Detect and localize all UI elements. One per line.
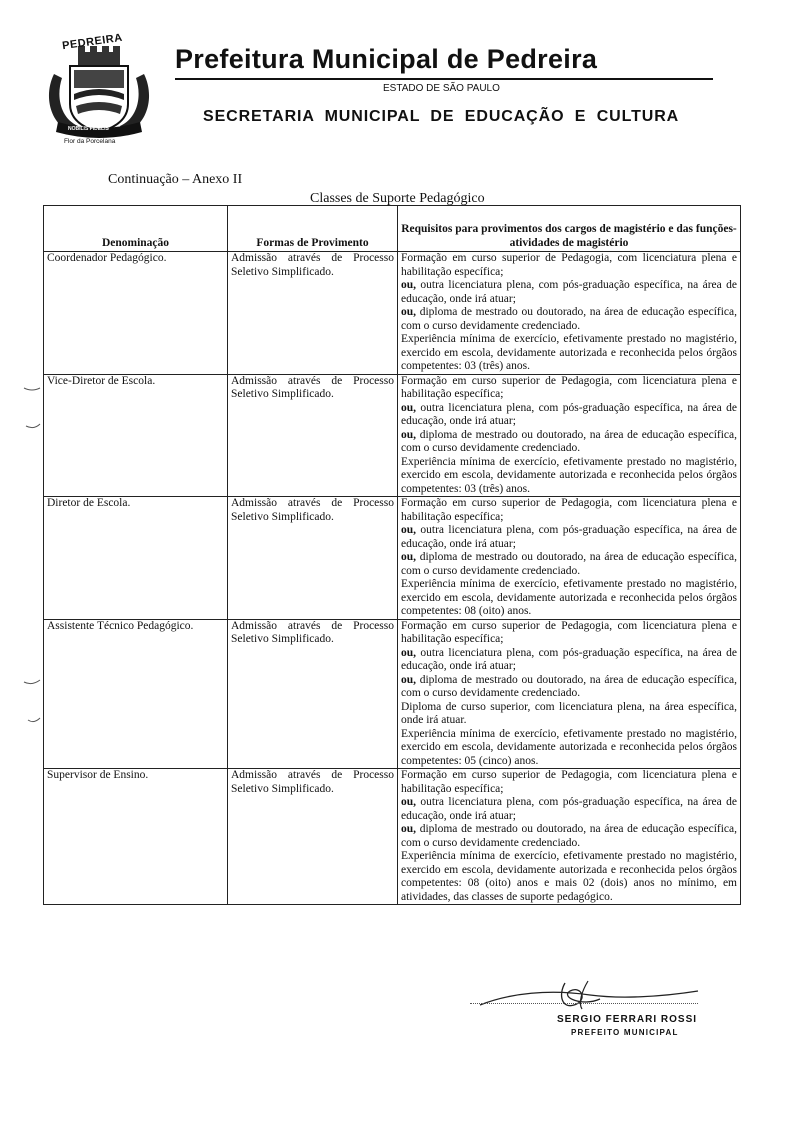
continuation-label: Continuação – Anexo II bbox=[108, 172, 243, 187]
req-or: ou, bbox=[401, 646, 417, 659]
row-forma: Admissão através de Processo Seletivo Simplificado. bbox=[228, 374, 398, 497]
req-or: ou, bbox=[401, 551, 417, 563]
req-text: Formação em curso superior de Pedagogia, com licenciatura plena e habilitação específica; bbox=[401, 252, 737, 278]
margin-marks-icon bbox=[22, 380, 42, 740]
req-text: diploma de mestrado ou doutorado, na área de educação específica, com o curso devidamente credenciado. bbox=[401, 823, 737, 849]
requirements-table bbox=[43, 205, 741, 905]
req-text: Formação em curso superior de Pedagogia, com licenciatura plena e habilitação específica; bbox=[401, 374, 737, 400]
row-requisitos bbox=[398, 497, 741, 620]
header-denominacao: Denominação bbox=[44, 206, 228, 252]
title-underline bbox=[175, 78, 713, 80]
req-or: ou, bbox=[401, 673, 417, 686]
crest-bottom-label: Flor da Porcelana bbox=[64, 138, 116, 145]
table-row bbox=[44, 497, 741, 620]
header-requisitos: Requisitos para provimentos dos cargos de magistério e das funções-atividades de magistério bbox=[398, 206, 741, 252]
req-or: ou, bbox=[401, 428, 417, 441]
page-title: Prefeitura Municipal de Pedreira bbox=[175, 44, 598, 74]
table-row bbox=[44, 769, 741, 905]
row-requisitos bbox=[398, 374, 741, 497]
crest-top-label: PEDREIRA bbox=[61, 31, 124, 53]
row-denominacao: Vice-Diretor de Escola. bbox=[44, 374, 228, 497]
row-denominacao: Diretor de Escola. bbox=[44, 497, 228, 620]
req-text: Experiência mínima de exercício, efetivamente prestado no magistério, exercido em escola, devidamente autorizada e reconhecida pelos órgãos competentes: 08 (oito) anos e mais 02 (dois) anos no mínimo, em atividades, das classes de suporte pedagógico. bbox=[401, 850, 737, 903]
municipal-crest bbox=[44, 31, 154, 152]
secretaria-heading: SECRETARIA MUNICIPAL DE EDUCAÇÃO E CULTURA bbox=[203, 108, 680, 125]
row-forma: Admissão através de Processo Seletivo Simplificado. bbox=[228, 497, 398, 620]
req-text: outra licenciatura plena, com pós-graduação específica, na área de educação, onde irá atuar; bbox=[401, 279, 737, 305]
table-row bbox=[44, 374, 741, 497]
req-text: diploma de mestrado ou doutorado, na área de educação específica, com o curso devidamente credenciado. bbox=[401, 673, 737, 699]
header-formas: Formas de Provimento bbox=[228, 206, 398, 252]
crest-motto: NOBILIS FIDELIS bbox=[68, 126, 109, 132]
req-text: Diploma de curso superior, com licenciatura plena, na área específica, onde irá atuar. bbox=[401, 700, 737, 726]
req-text: Experiência mínima de exercício, efetivamente prestado no magistério, exercido em escola, devidamente autorizada e reconhecida pelos órgãos competentes: 05 (cinco) anos. bbox=[401, 727, 737, 767]
classes-title: Classes de Suporte Pedagógico bbox=[310, 191, 485, 206]
state-label: ESTADO DE SÃO PAULO bbox=[383, 83, 500, 94]
req-text: diploma de mestrado ou doutorado, na área de educação específica, com o curso devidamente credenciado. bbox=[401, 551, 737, 577]
signatory-name: SERGIO FERRARI ROSSI bbox=[557, 1014, 698, 1025]
row-requisitos bbox=[398, 619, 741, 769]
table-row bbox=[44, 252, 741, 375]
req-text: diploma de mestrado ou doutorado, na área de educação específica, com o curso devidamente credenciado. bbox=[401, 428, 737, 454]
row-requisitos bbox=[398, 252, 741, 375]
signature-scribble-icon bbox=[470, 975, 710, 1015]
req-or: ou, bbox=[401, 524, 417, 536]
table-row bbox=[44, 619, 741, 769]
row-denominacao: Supervisor de Ensino. bbox=[44, 769, 228, 905]
row-forma: Admissão através de Processo Seletivo Simplificado. bbox=[228, 619, 398, 769]
signature-line bbox=[470, 1003, 698, 1005]
row-requisitos bbox=[398, 769, 741, 905]
req-text: Formação em curso superior de Pedagogia, com licenciatura plena e habilitação específica; bbox=[401, 497, 737, 523]
req-text: Experiência mínima de exercício, efetivamente prestado no magistério, exercido em escola, devidamente autorizada e reconhecida pelos órgãos competentes: 03 (três) anos. bbox=[401, 333, 737, 372]
req-or: ou, bbox=[401, 823, 417, 835]
req-or: ou, bbox=[401, 279, 417, 291]
table-header-row bbox=[44, 206, 741, 252]
req-text: outra licenciatura plena, com pós-graduação específica, na área de educação, onde irá atuar; bbox=[401, 401, 737, 427]
req-or: ou, bbox=[401, 401, 417, 414]
row-denominacao: Coordenador Pedagógico. bbox=[44, 252, 228, 375]
req-text: outra licenciatura plena, com pós-graduação específica, na área de educação, onde irá atuar; bbox=[401, 796, 737, 822]
req-text: Experiência mínima de exercício, efetivamente prestado no magistério, exercido em escola, devidamente autorizada e reconhecida pelos órgãos competentes: 03 (três) anos. bbox=[401, 455, 737, 495]
signatory-role: PREFEITO MUNICIPAL bbox=[571, 1028, 679, 1037]
row-denominacao: Assistente Técnico Pedagógico. bbox=[44, 619, 228, 769]
req-text: outra licenciatura plena, com pós-graduação específica, na área de educação, onde irá atuar; bbox=[401, 646, 737, 672]
req-text: Formação em curso superior de Pedagogia, com licenciatura plena e habilitação específica; bbox=[401, 619, 737, 645]
req-text: outra licenciatura plena, com pós-graduação específica, na área de educação, onde irá atuar; bbox=[401, 524, 737, 550]
req-or: ou, bbox=[401, 306, 417, 318]
row-forma: Admissão através de Processo Seletivo Simplificado. bbox=[228, 252, 398, 375]
req-text: diploma de mestrado ou doutorado, na área de educação específica, com o curso devidamente credenciado. bbox=[401, 306, 737, 332]
req-or: ou, bbox=[401, 796, 417, 808]
row-forma: Admissão através de Processo Seletivo Simplificado. bbox=[228, 769, 398, 905]
req-text: Experiência mínima de exercício, efetivamente prestado no magistério, exercido em escola, devidamente autorizada e reconhecida pelos órgãos competentes: 08 (oito) anos. bbox=[401, 578, 737, 617]
req-text: Formação em curso superior de Pedagogia, com licenciatura plena e habilitação específica; bbox=[401, 769, 737, 795]
